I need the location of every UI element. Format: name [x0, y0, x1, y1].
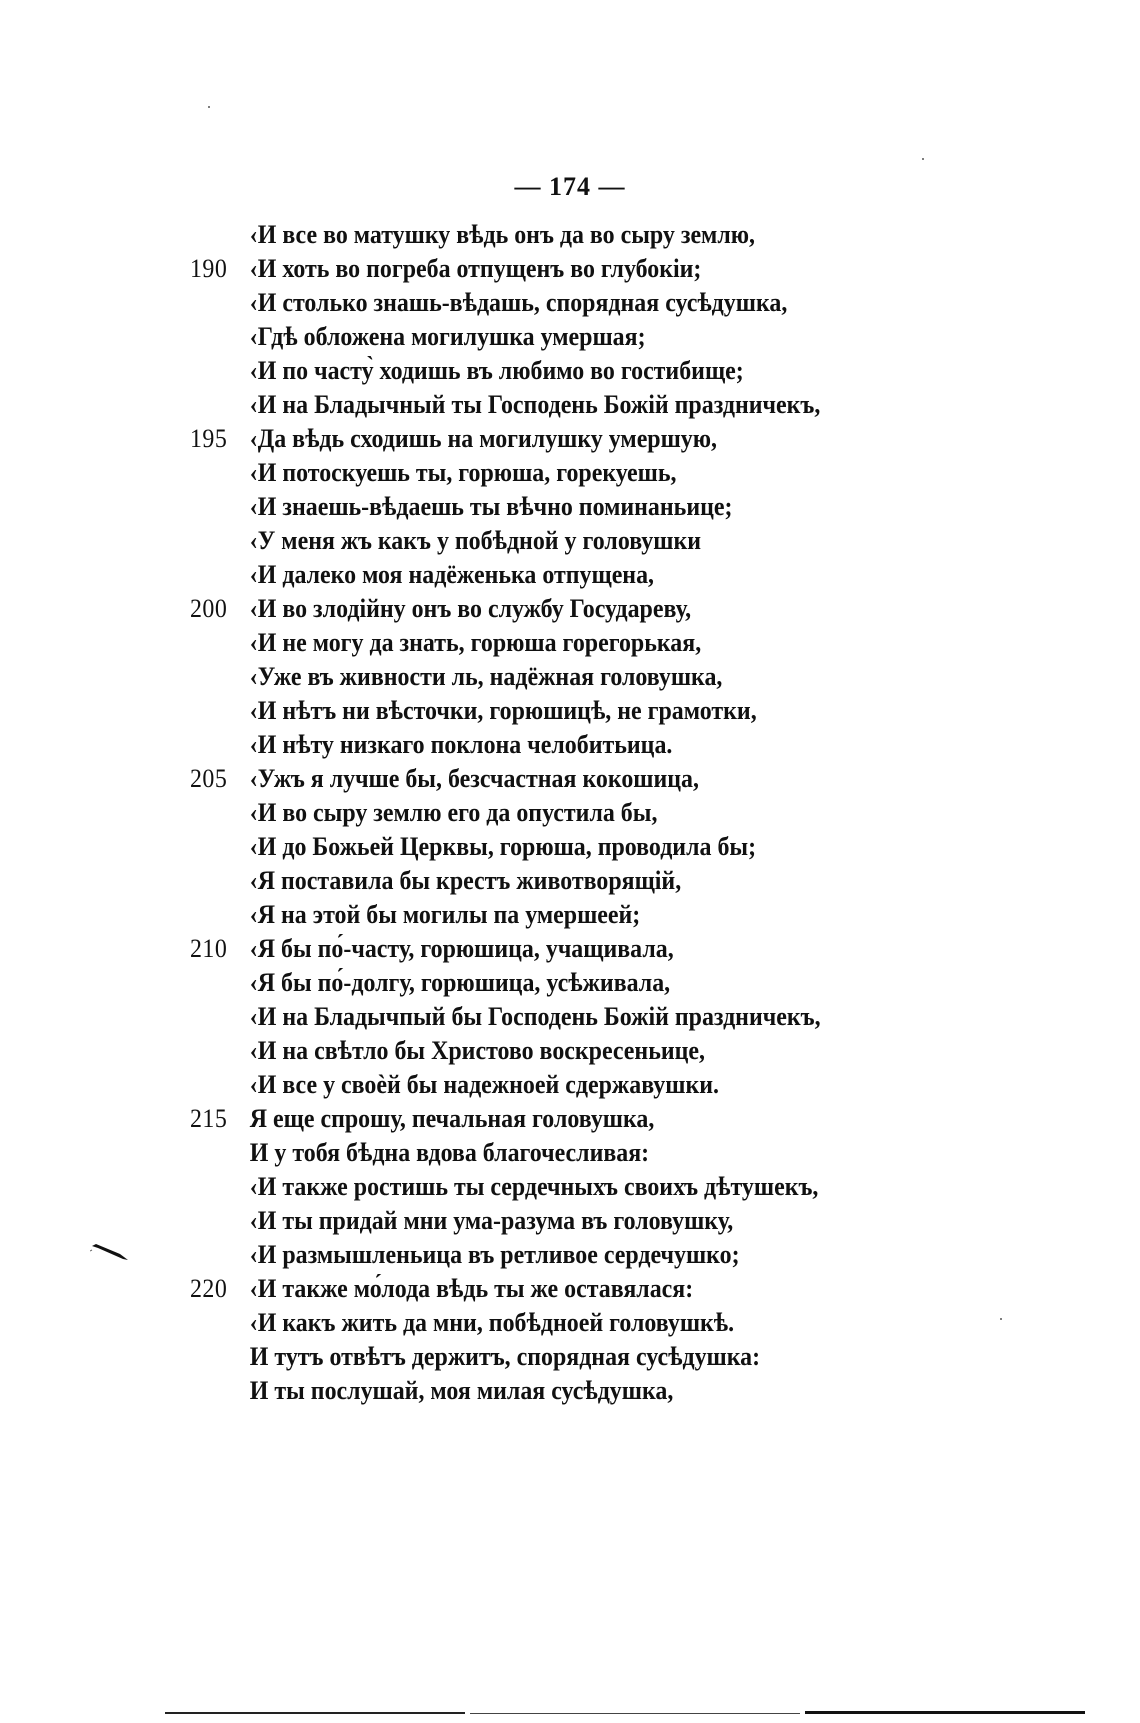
line-text: ‹Ужъ я лучше бы, безсчастная кокошица,: [249, 764, 699, 793]
line-text: ‹И знаешь-вѣдаешь ты вѣчно поминаньице;: [249, 492, 733, 521]
poem-line: [190, 1034, 926, 1068]
line-number: 190: [190, 254, 228, 283]
line-text: Я еще спрошу, печальная головушка,: [249, 1104, 655, 1133]
line-text: ‹И нѣтъ ни вѣсточки, горюшицѣ, не грамотки,: [249, 696, 757, 725]
poem-line: [190, 1238, 926, 1272]
poem-line: [190, 558, 926, 592]
line-text: ‹И во сыру землю его да опустила бы,: [249, 798, 658, 827]
poem-line: [190, 830, 926, 864]
line-text: ‹Уже въ живности ль, надёжная головушка,: [249, 662, 723, 691]
line-text: ‹И нѣту низкаго поклона челобитьица.: [249, 730, 673, 759]
bottom-edge-line: [805, 1711, 1085, 1714]
line-text: И тутъ отвѣтъ держитъ, спорядная сусѣдушка:: [249, 1342, 761, 1371]
poem-line: [190, 1306, 926, 1340]
line-text: ‹И столько знашь-вѣдашь, спорядная сусѣдушка,: [249, 288, 788, 317]
line-text: И у тобя бѣдна вдова благочесливая:: [249, 1138, 650, 1167]
poem-line: [190, 932, 926, 966]
line-number: 220: [190, 1274, 228, 1303]
poem-line: [190, 1068, 926, 1102]
poem-line: [190, 1170, 926, 1204]
line-text: ‹И до Божьей Церквы, горюша, проводила бы;: [249, 832, 757, 861]
line-text: ‹И ты придай мни ума-разума въ головушку,: [249, 1206, 734, 1235]
scan-smudge-mark: [90, 1240, 130, 1262]
poem-line: [190, 660, 926, 694]
line-number: 210: [190, 934, 228, 963]
poem-line: [190, 1374, 926, 1408]
line-text: ‹Я бы по́-долгу, горюшица, усѣживала,: [249, 968, 671, 997]
poem-line: [190, 694, 926, 728]
line-number: 215: [190, 1104, 228, 1133]
line-text: ‹И во злодiйну онъ во службу Государеву,: [249, 594, 692, 623]
line-text: ‹И на Бладычный ты Господень Божiй праздничекъ,: [249, 390, 821, 419]
line-text: ‹И также мо́лода вѣдь ты же оставялася:: [249, 1274, 694, 1303]
dust-speck: [208, 106, 210, 108]
poem-line: [190, 592, 926, 626]
poem-text: [190, 218, 990, 1408]
poem-line: [190, 1340, 926, 1374]
line-text: ‹Да вѣдь сходишь на могилушку умершую,: [249, 424, 718, 453]
poem-line: [190, 524, 926, 558]
poem-line: [190, 1102, 926, 1136]
poem-line: [190, 218, 926, 252]
line-text: ‹И не могу да знать, горюша горегорькая,: [249, 628, 702, 657]
page-number: — 174 —: [514, 172, 626, 201]
line-text: ‹И все у своѐй бы надежноей сдержавушки.: [249, 1070, 720, 1099]
poem-line: [190, 252, 926, 286]
poem-line: [190, 1000, 926, 1034]
line-text: ‹И хоть во погреба отпущенъ во глубокiи;: [249, 254, 702, 283]
line-number: 205: [190, 764, 228, 793]
poem-line: [190, 1136, 926, 1170]
poem-line: [190, 422, 926, 456]
poem-line: [190, 286, 926, 320]
poem-line: [190, 796, 926, 830]
poem-line: [190, 1272, 926, 1306]
poem-line: [190, 626, 926, 660]
poem-line: [190, 966, 926, 1000]
poem-line: [190, 864, 926, 898]
dust-speck: [922, 158, 924, 160]
poem-line: [190, 320, 926, 354]
line-text: ‹И по часту̀ ходишь въ любимо во гостибище;: [249, 356, 744, 385]
line-text: ‹Я на этой бы могилы па умершеей;: [249, 900, 641, 929]
line-text: ‹И на Бладычпый бы Господень Божiй праздничекъ,: [249, 1002, 821, 1031]
line-text: ‹У меня жъ какъ у побѣдной у головушки: [249, 526, 702, 555]
bottom-edge-line: [165, 1712, 465, 1714]
line-text: ‹И потоскуешь ты, горюша, горекуешь,: [249, 458, 677, 487]
poem-line: [190, 354, 926, 388]
line-text: ‹Гдѣ обложена могилушка умершая;: [249, 322, 646, 351]
line-text: И ты послушай, моя милая сусѣдушка,: [249, 1376, 674, 1405]
line-text: ‹И далеко моя надёженька отпущена,: [249, 560, 655, 589]
poem-line: [190, 490, 926, 524]
line-text: ‹И также ростишь ты сердечныхъ своихъ дѣтушекъ,: [249, 1172, 819, 1201]
line-number: 200: [190, 594, 228, 623]
poem-line: [190, 1204, 926, 1238]
poem-line: [190, 728, 926, 762]
line-text: ‹Я бы по́-часту, горюшица, учащивала,: [249, 934, 674, 963]
poem-line: [190, 762, 926, 796]
poem-line: [190, 388, 926, 422]
poem-line: [190, 456, 926, 490]
line-text: ‹И размышленьица въ ретливое сердечушко;: [249, 1240, 740, 1269]
line-text: ‹И на свѣтло бы Христово воскресеньице,: [249, 1036, 706, 1065]
dust-speck: [1000, 1318, 1002, 1320]
line-text: ‹Я поставила бы крестъ животворящiй,: [249, 866, 682, 895]
line-number: 195: [190, 424, 228, 453]
bottom-edge-line: [470, 1713, 800, 1714]
line-text: ‹И все во матушку вѣдь онъ да во сыру землю,: [249, 220, 756, 249]
line-text: ‹И какъ жить да мни, побѣдноей головушкѣ.: [249, 1308, 735, 1337]
poem-line: [190, 898, 926, 932]
